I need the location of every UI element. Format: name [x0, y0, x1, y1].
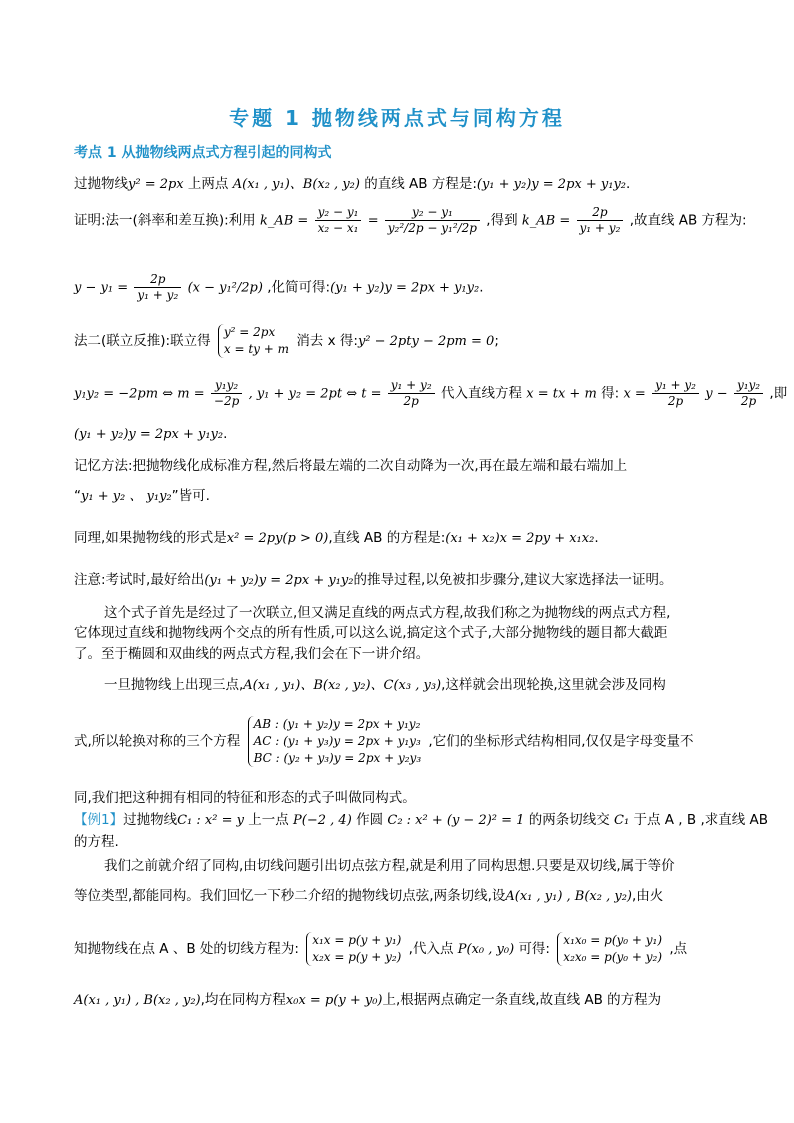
text: 注意:考试时,最好给出: [74, 572, 205, 588]
paragraph-line-ab: [74, 990, 661, 1011]
text: 法二(联立反推):联立得: [74, 333, 211, 349]
formula: P(−2 , 4): [293, 813, 352, 828]
equation: x₁x = p(y + y₁): [312, 933, 402, 947]
paragraph-isomorphic-definition: 同,我们把这种拥有相同的特征和形态的式子叫做同构式。: [74, 790, 416, 806]
text: ,化简可得:: [267, 279, 331, 296]
text: ,它们的坐标形式结构相同,仅仅是字母变量不: [428, 733, 694, 750]
text: ,均在同构方程: [200, 992, 286, 1008]
text: 上,根据两点确定一条直线,故直线 AB 的方程为: [382, 992, 662, 1008]
equation-system: [557, 932, 662, 966]
paragraph-memory-method: 记忆方法:把抛物线化成标准方程,然后将最左端的二次自动降为一次,再在最左端和最右端加上: [74, 458, 628, 474]
text: 过抛物线: [123, 812, 178, 828]
formula: k_AB =: [521, 213, 571, 229]
paragraph-note: [74, 570, 673, 591]
numerator: 2p: [134, 272, 181, 288]
equation: x = ty + m: [223, 342, 290, 356]
denominator: x₂ − x₁: [317, 221, 359, 235]
paragraph-proof-method-two: [74, 324, 499, 358]
text: 消去 x 得:: [296, 333, 358, 349]
text: ,直线 AB 的方程是:: [328, 530, 446, 546]
paragraph-explanation-2: 它体现过直线和抛物线两个交点的所有性质,可以这么说,搞定这个式子,大部分抛物线的题目都大截距: [74, 625, 668, 641]
numerator: y₁y₂: [211, 378, 242, 394]
formula: y −: [705, 386, 728, 402]
text: 上两点: [183, 176, 233, 192]
equation: x₂x₀ = p(y₀ + y₂): [563, 950, 663, 964]
formula: x² = 2py(p > 0): [226, 531, 329, 546]
text: 可得:: [518, 941, 550, 957]
text: 同理,如果抛物线的形式是: [74, 530, 227, 546]
page-title: 专题 1 抛物线两点式与同构方程: [229, 106, 565, 130]
denominator: y₂²/2p − y₁²/2p: [387, 221, 477, 235]
formula: =: [367, 213, 383, 229]
equation: AB : (y₁ + y₂)y = 2px + y₁y₂: [253, 717, 421, 731]
text: “: [74, 488, 81, 504]
formula: x = tx + m: [526, 386, 597, 402]
formula: C₂ : x² + (y − 2)² = 1: [387, 813, 525, 828]
example-tag: 【例1】: [74, 812, 124, 828]
numerator: 2p: [577, 205, 624, 221]
fraction: [211, 378, 242, 409]
text: ;: [494, 333, 499, 349]
formula: x =: [623, 386, 646, 402]
equation: x₂x = p(y + y₂): [312, 950, 402, 964]
denominator: y₁ + y₂: [137, 288, 179, 302]
equation: BC : (y₂ + y₃)y = 2px + y₂y₃: [253, 751, 422, 765]
formula: (y₁ + y₂)y = 2px + y₁y₂: [204, 573, 354, 588]
formula: , y₁ + y₂ = 2pt ⇔ t =: [248, 386, 382, 402]
paragraph-vieta: [74, 378, 787, 409]
example-1-question-end: 的方程.: [74, 834, 119, 850]
denominator: y₁ + y₂: [579, 221, 621, 235]
equation: y² = 2px: [223, 325, 276, 339]
text: 一旦抛物线上出现三点,: [104, 677, 244, 693]
text: 的直线 AB 方程是:: [359, 176, 477, 192]
text: 过抛物线: [74, 176, 128, 192]
numerator: y₁y₂: [734, 378, 763, 394]
fraction: [652, 378, 699, 409]
text: 于点 A , B ,求直线 AB: [629, 812, 769, 828]
formula: k_AB =: [259, 213, 309, 229]
denominator: 2p: [667, 394, 684, 408]
text: 作圆: [351, 812, 388, 828]
text: ,得到: [486, 212, 518, 229]
text: 知抛物线在点 A 、B 处的切线方程为:: [74, 941, 299, 957]
formula: y² = 2px: [128, 177, 184, 192]
equation: AC : (y₁ + y₃)y = 2px + y₁y₃: [253, 734, 421, 748]
paragraph-rotation-equations: [74, 716, 694, 767]
formula: A(x₁ , y₁) , B(x₂ , y₂): [505, 889, 632, 904]
text: 的推导过程,以免被扣步骤分,建议大家选择法一证明。: [353, 572, 673, 588]
formula: y − y₁ =: [74, 280, 129, 296]
formula: (y₁ + y₂)y = 2px + y₁y₂: [330, 280, 480, 296]
fraction: [577, 205, 624, 236]
formula: (x₁ + x₂)x = 2py + x₁x₂: [445, 531, 595, 546]
formula: C₁: [614, 813, 630, 828]
text: 得:: [601, 385, 620, 402]
text: 证明:法一(斜率和差互换):利用: [74, 212, 256, 229]
text: .: [479, 279, 484, 296]
formula: y₁y₂ = −2pm ⇔ m =: [74, 386, 205, 402]
paragraph-result: [74, 424, 227, 445]
text: ,点: [669, 941, 688, 957]
text: 代入直线方程: [440, 385, 522, 402]
denominator: −2p: [213, 394, 240, 408]
text: 上一点: [243, 812, 294, 828]
paragraph-simplify: [74, 272, 483, 303]
formula: A(x₁ , y₁)、B(x₂ , y₂): [232, 177, 360, 192]
numerator: y₂ − y₁: [385, 205, 480, 221]
text: ,故直线 AB 方程为:: [629, 212, 747, 229]
fraction: [734, 378, 763, 409]
paragraph-two-point-form: [74, 174, 630, 195]
equation-system: [306, 932, 401, 966]
equation-system: [248, 716, 422, 767]
formula: A(x₁ , y₁)、B(x₂ , y₂)、C(x₃ , y₃): [243, 678, 442, 693]
equation-system: [218, 324, 289, 358]
paragraph-solution-2: [74, 886, 663, 907]
text: ,这样就会出现轮换,这里就会涉及同构: [441, 677, 666, 693]
paragraph-tangent-lines: [74, 932, 687, 966]
paragraph-three-points: [104, 675, 666, 696]
fraction: [134, 272, 181, 303]
text: 的两条切线交: [524, 812, 615, 828]
paragraph-memory-terms: [74, 486, 210, 507]
text: ”皆可.: [171, 488, 210, 504]
text: 等位类型,都能同构。我们回忆一下秒二介绍的抛物线切点弦,两条切线,设: [74, 888, 506, 904]
formula: P(x₀ , y₀): [457, 942, 515, 957]
text: .: [594, 530, 599, 546]
denominator: 2p: [403, 394, 419, 408]
formula: x₀x = p(y + y₀): [285, 993, 383, 1008]
equation: x₁x₀ = p(y₀ + y₁): [563, 933, 663, 947]
denominator: 2p: [740, 394, 757, 408]
paragraph-explanation-1: 这个式子首先是经过了一次联立,但又满足直线的两点式方程,故我们称之为抛物线的两点式方程,: [104, 605, 671, 621]
formula: (y₁ + y₂)y = 2px + y₁y₂: [476, 177, 626, 192]
formula: C₁ : x² = y: [177, 813, 244, 828]
fraction: [388, 378, 435, 409]
paragraph-proof-method-one: [74, 205, 747, 236]
paragraph-explanation-3: 了。至于椭圆和双曲线的两点式方程,我们会在下一讲介绍。: [74, 646, 430, 662]
formula: A(x₁ , y₁) , B(x₂ , y₂): [74, 993, 201, 1008]
text: .: [223, 426, 228, 442]
formula: (x − y₁²/2p): [187, 280, 263, 296]
paragraph-similarly: [74, 528, 599, 549]
formula: (y₁ + y₂)y = 2px + y₁y₂: [74, 427, 224, 442]
numerator: y₁ + y₂: [652, 378, 699, 394]
numerator: y₁ + y₂: [388, 378, 435, 394]
paragraph-solution-1: 我们之前就介绍了同构,由切线问题引出切点弦方程,就是利用了同构思想.只要是双切线,属于等价: [104, 858, 675, 874]
formula: y² − 2pty − 2pm = 0: [357, 334, 495, 349]
numerator: y₂ − y₁: [315, 205, 362, 221]
fraction: [385, 205, 480, 236]
text: ,代入点: [408, 941, 454, 957]
formula: y₁ + y₂ 、 y₁y₂: [81, 489, 172, 504]
text: 式,所以轮换对称的三个方程: [74, 733, 241, 750]
example-1-question: [74, 810, 768, 831]
text: ,由火: [632, 888, 664, 904]
text: .: [626, 176, 631, 192]
text: ,即: [769, 385, 788, 402]
fraction: [315, 205, 362, 236]
section-heading: 考点 1 从抛物线两点式方程引起的同构式: [74, 145, 332, 161]
